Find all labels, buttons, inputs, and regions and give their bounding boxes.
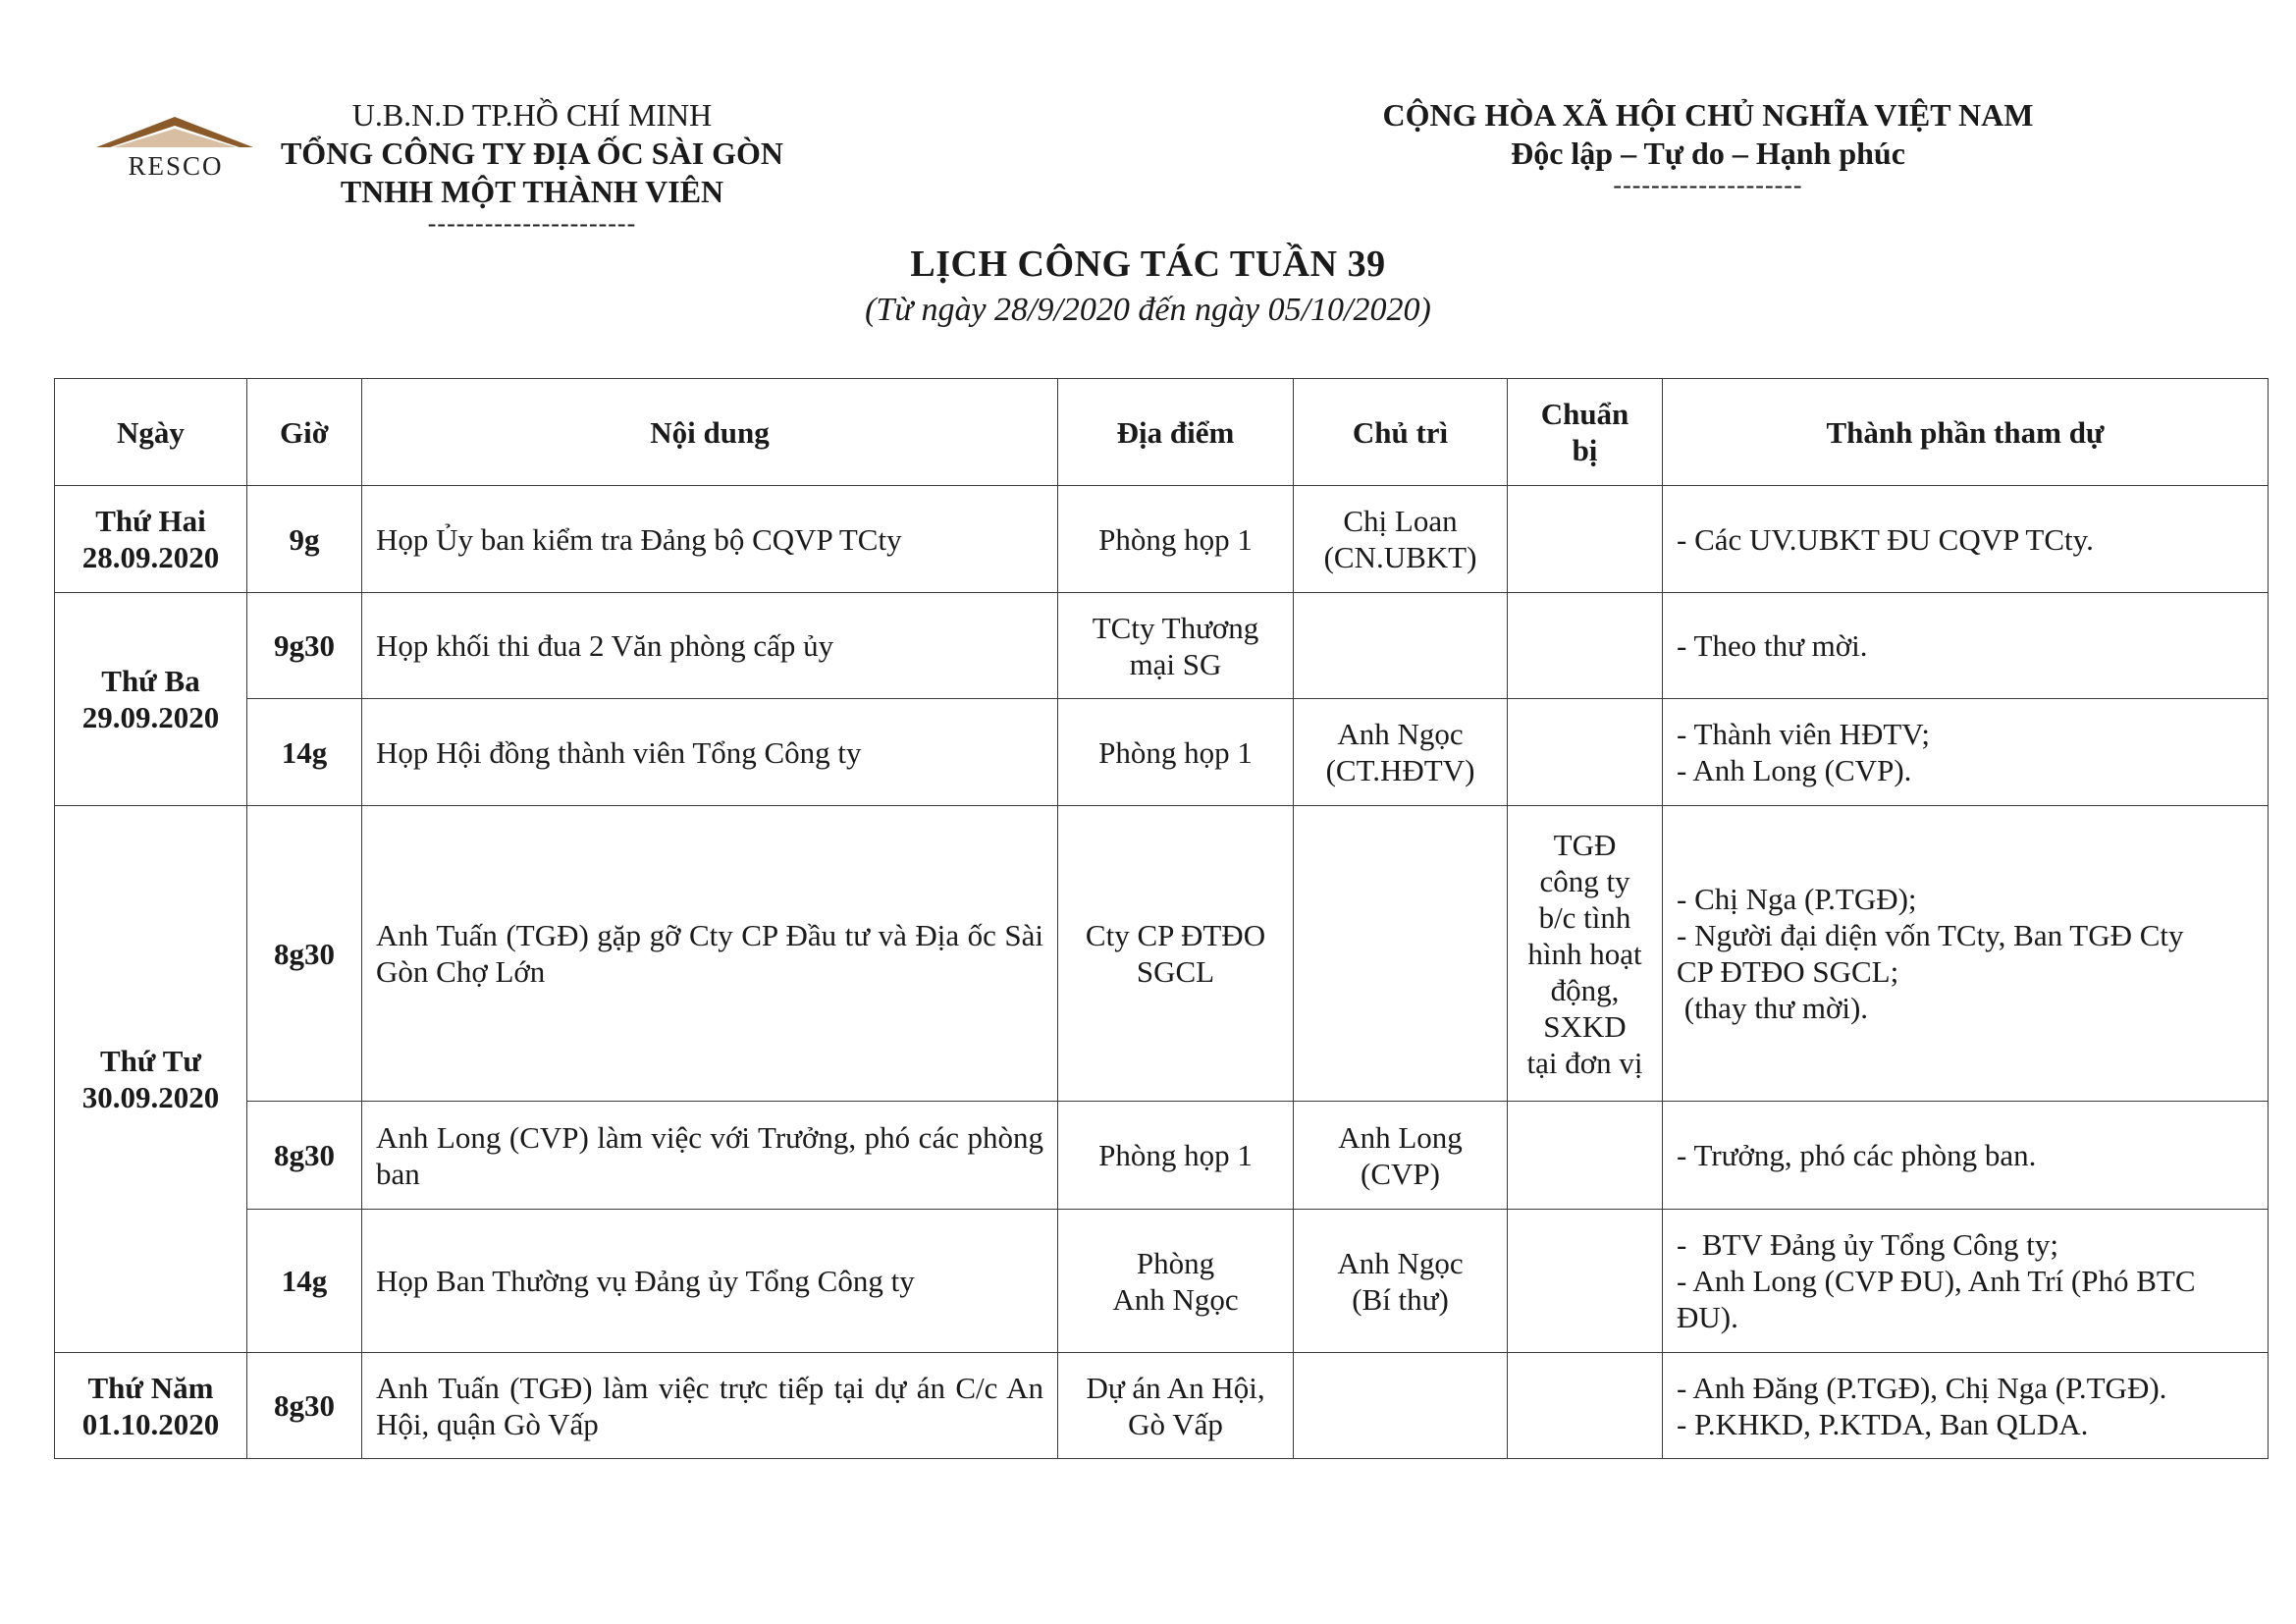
attendees-cell (1663, 1102, 2269, 1210)
header-time: Giờ (247, 379, 362, 486)
host-cell (1294, 486, 1508, 593)
logo-text: RESCO (128, 151, 224, 181)
content-cell: Anh Long (CVP) làm việc với Trưởng, phó các phòng ban (362, 1102, 1058, 1210)
right-divider: -------------------- (1613, 171, 1803, 199)
prep-cell (1508, 1210, 1663, 1353)
prep-line: TGĐ (1553, 827, 1617, 862)
attendee-line: - Anh Long (CVP). (1677, 753, 1912, 787)
time-cell: 9g (247, 486, 362, 593)
header-attendees: Thành phần tham dự (1663, 379, 2269, 486)
header-prep-line: bị (1572, 433, 1598, 467)
host-line: (Bí thư) (1352, 1281, 1449, 1317)
content-cell: Họp khối thi đua 2 Văn phòng cấp ủy (362, 593, 1058, 699)
attendee-line: - Anh Long (CVP ĐU), Anh Trí (Phó BTC (1677, 1264, 2196, 1298)
table-row (55, 1210, 2269, 1353)
table-row (55, 699, 2269, 806)
header-host: Chủ trì (1294, 379, 1508, 486)
roof-icon (92, 114, 257, 153)
location-cell (1058, 699, 1294, 806)
attendee-line: - BTV Đảng ủy Tổng Công ty; (1677, 1227, 2058, 1262)
attendee-line: - Theo thư mời. (1677, 628, 1868, 663)
day-weekday: Thứ Hai (95, 504, 206, 538)
attendee-line: (thay thư mời). (1677, 991, 1869, 1025)
attendee-line: - Thành viên HĐTV; (1677, 717, 1930, 751)
organization-header (257, 96, 807, 237)
host-line: Anh Ngọc (1337, 1245, 1464, 1280)
attendee-line: - Các UV.UBKT ĐU CQVP TCty. (1677, 521, 2094, 557)
host-cell (1294, 699, 1508, 806)
host-line: Anh Long (1338, 1119, 1463, 1155)
table-row (55, 593, 2269, 699)
prep-cell (1508, 1102, 1663, 1210)
attendee-line: - Anh Đăng (P.TGĐ), Chị Nga (P.TGĐ). (1677, 1370, 2167, 1405)
city-committee: U.B.N.D TP.HỒ CHÍ MINH (351, 97, 713, 133)
location-line: Cty CP ĐTĐO (1085, 918, 1266, 952)
table-row (55, 1353, 2269, 1459)
attendees-cell (1663, 486, 2269, 593)
prep-line: b/c tình (1538, 899, 1631, 935)
location-cell (1058, 1210, 1294, 1353)
prep-line: tại đơn vị (1526, 1045, 1643, 1080)
location-line: Gò Vấp (1128, 1406, 1223, 1441)
header-location: Địa điểm (1058, 379, 1294, 486)
time-cell: 8g30 (247, 1353, 362, 1459)
location-line: Phòng (1136, 1245, 1215, 1280)
header-day: Ngày (55, 379, 247, 486)
day-date: 01.10.2020 (81, 1406, 220, 1441)
prep-cell (1508, 593, 1663, 699)
company-type: TNHH MỘT THÀNH VIÊN (340, 174, 724, 209)
host-cell (1294, 806, 1508, 1102)
content-cell: Họp Ủy ban kiểm tra Đảng bộ CQVP TCty (362, 486, 1058, 593)
prep-line: SXKD (1543, 1008, 1627, 1044)
location-cell (1058, 1102, 1294, 1210)
location-line: SGCL (1136, 954, 1215, 989)
country-name: CỘNG HÒA XÃ HỘI CHỦ NGHĨA VIỆT NAM (1382, 97, 2034, 133)
host-line: (CN.UBKT) (1323, 540, 1477, 574)
location-line: TCty Thương (1092, 610, 1259, 645)
location-cell (1058, 1353, 1294, 1459)
prep-line: công ty (1539, 863, 1630, 898)
header-content: Nội dung (362, 379, 1058, 486)
location-line: Phòng họp 1 (1098, 521, 1253, 557)
day-cell (55, 1353, 247, 1459)
attendees-cell (1663, 806, 2269, 1102)
attendees-cell (1663, 699, 2269, 806)
time-cell: 8g30 (247, 806, 362, 1102)
attendee-line: - P.KHKD, P.KTDA, Ban QLDA. (1677, 1406, 2089, 1441)
attendees-cell (1663, 1210, 2269, 1353)
document-title-block (0, 240, 2296, 332)
table-row (55, 806, 2269, 1102)
company-name: TỔNG CÔNG TY ĐỊA ỐC SÀI GÒN (280, 135, 784, 171)
attendee-line: - Trưởng, phó các phòng ban. (1677, 1138, 2037, 1172)
location-cell (1058, 806, 1294, 1102)
location-line: Anh Ngọc (1112, 1281, 1239, 1317)
location-cell (1058, 486, 1294, 593)
day-date: 29.09.2020 (81, 700, 220, 734)
host-line: Anh Ngọc (1337, 717, 1464, 751)
schedule-table (54, 378, 2269, 1459)
time-cell: 8g30 (247, 1102, 362, 1210)
day-weekday: Thứ Năm (87, 1370, 214, 1405)
content-cell: Họp Hội đồng thành viên Tổng Công ty (362, 699, 1058, 806)
day-cell (55, 593, 247, 806)
day-cell (55, 486, 247, 593)
prep-cell (1508, 806, 1663, 1102)
location-line: Dự án An Hội, (1086, 1370, 1265, 1405)
prep-cell (1508, 699, 1663, 806)
host-cell (1294, 1102, 1508, 1210)
content-cell: Anh Tuấn (TGĐ) làm việc trực tiếp tại dự án C/c An Hội, quận Gò Vấp (362, 1353, 1058, 1459)
day-cell (55, 806, 247, 1353)
day-weekday: Thứ Ba (101, 664, 200, 698)
header-prep (1508, 379, 1663, 486)
table-row (55, 486, 2269, 593)
time-cell: 9g30 (247, 593, 362, 699)
attendees-cell (1663, 593, 2269, 699)
host-line: Chị Loan (1343, 504, 1458, 538)
document-date-range: (Từ ngày 28/9/2020 đến ngày 05/10/2020) (865, 292, 1431, 328)
host-cell (1294, 593, 1508, 699)
prep-cell (1508, 486, 1663, 593)
location-line: Phòng họp 1 (1098, 734, 1253, 770)
attendee-line: - Chị Nga (P.TGĐ); (1677, 882, 1917, 916)
content-cell: Anh Tuấn (TGĐ) gặp gỡ Cty CP Đầu tư và Địa ốc Sài Gòn Chợ Lớn (362, 806, 1058, 1102)
location-cell (1058, 593, 1294, 699)
day-date: 30.09.2020 (81, 1080, 220, 1114)
attendee-line: CP ĐTĐO SGCL; (1677, 954, 1899, 989)
host-line: (CT.HĐTV) (1325, 753, 1475, 787)
national-header (1306, 96, 2110, 198)
motto: Độc lập – Tự do – Hạnh phúc (1511, 135, 1905, 171)
table-header-row (55, 379, 2269, 486)
location-line: mại SG (1129, 646, 1222, 681)
prep-line: hình hoạt (1527, 936, 1642, 971)
left-divider: ---------------------- (427, 209, 637, 238)
header-prep-line: Chuẩn (1540, 397, 1629, 431)
host-line: (CVP) (1361, 1156, 1440, 1191)
table-row (55, 1102, 2269, 1210)
time-cell: 14g (247, 699, 362, 806)
day-date: 28.09.2020 (81, 540, 220, 574)
location-line: Phòng họp 1 (1098, 1138, 1253, 1172)
host-cell (1294, 1353, 1508, 1459)
attendee-line: ĐU). (1677, 1300, 1738, 1334)
resco-logo (92, 114, 257, 181)
document-title: LỊCH CÔNG TÁC TUẦN 39 (910, 244, 1386, 285)
time-cell: 14g (247, 1210, 362, 1353)
attendees-cell (1663, 1353, 2269, 1459)
prep-line: động, (1550, 972, 1620, 1007)
prep-cell (1508, 1353, 1663, 1459)
day-weekday: Thứ Tư (100, 1044, 201, 1078)
content-cell: Họp Ban Thường vụ Đảng ủy Tổng Công ty (362, 1210, 1058, 1353)
attendee-line: - Người đại diện vốn TCty, Ban TGĐ Cty (1677, 918, 2184, 952)
host-cell (1294, 1210, 1508, 1353)
